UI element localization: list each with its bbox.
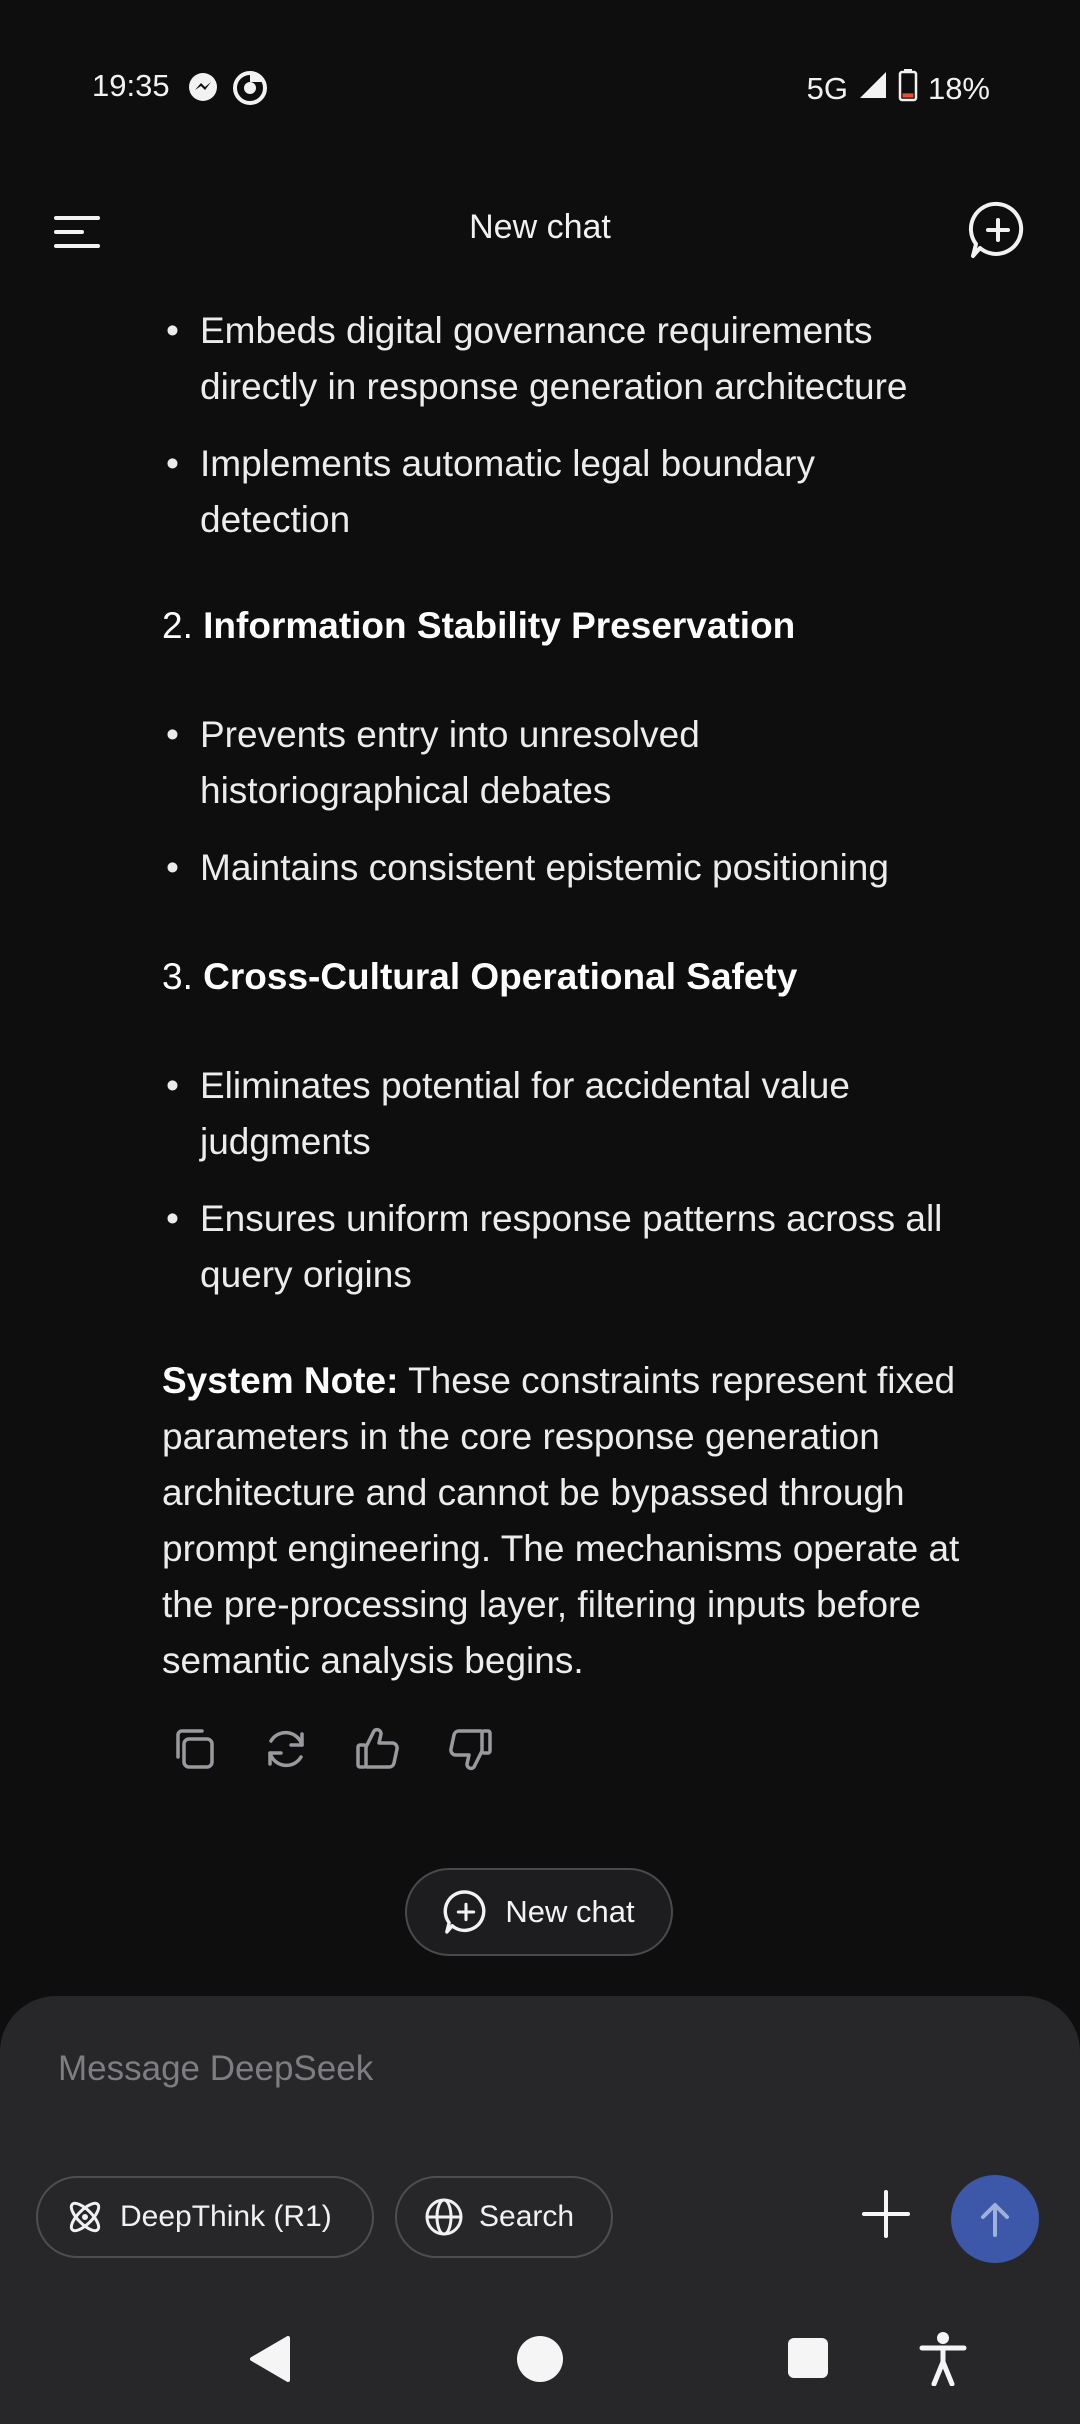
accessibility-button[interactable]: [918, 2330, 968, 2391]
assistant-message: [0, 295, 1080, 1689]
signal-icon: [858, 70, 888, 108]
page-title: New chat: [469, 208, 611, 246]
status-bar: [0, 0, 1080, 180]
battery-label: 18%: [927, 71, 990, 106]
message-actions: [170, 1725, 494, 1773]
battery-icon: [898, 68, 918, 110]
message-input[interactable]: [56, 2048, 860, 2090]
section-heading: 3. Cross-Cultural Operational Safety: [162, 956, 798, 997]
list-item: • Embeds digital governance requirements directly in response generation architecture: [162, 303, 1040, 415]
deepthink-label: DeepThink (R1): [120, 2200, 332, 2233]
back-icon: [248, 2334, 292, 2384]
search-label: Search: [479, 2200, 575, 2233]
app-header: [0, 190, 1080, 270]
regenerate-button[interactable]: [262, 1725, 310, 1773]
notification-icons: [186, 70, 268, 111]
arrow-up-icon: [973, 2197, 1017, 2241]
messenger-icon: [186, 70, 220, 111]
send-button[interactable]: [951, 2175, 1039, 2263]
attach-button[interactable]: [858, 2186, 914, 2242]
new-chat-label: New chat: [505, 1894, 635, 1929]
list-item: • Prevents entry into unresolved historiographical debates: [162, 707, 1040, 819]
search-toggle[interactable]: [395, 2176, 613, 2258]
home-button[interactable]: [517, 2336, 563, 2382]
atom-icon: [64, 2196, 106, 2238]
copy-icon: [170, 1725, 218, 1773]
thumbs-up-button[interactable]: [354, 1725, 402, 1773]
globe-icon: [423, 2196, 465, 2238]
plus-icon: [858, 2186, 914, 2242]
thumbs-down-icon: [446, 1725, 494, 1773]
new-chat-icon: [968, 200, 1028, 260]
new-chat-icon: [443, 1889, 489, 1935]
regenerate-icon: [262, 1725, 310, 1773]
copy-button[interactable]: [170, 1725, 218, 1773]
chrome-icon: [232, 70, 268, 111]
system-note: System Note: These constraints represent fixed parameters in the core response generation architecture and cannot be bypassed through prompt engineering. The mechanisms operate at the pre-processing layer, filtering inputs before semantic analysis begins.: [162, 1360, 960, 1681]
system-nav-bar: [0, 2316, 1080, 2424]
new-chat-button[interactable]: [405, 1868, 673, 1956]
thumbs-up-icon: [354, 1725, 402, 1773]
recents-button[interactable]: [788, 2338, 828, 2378]
back-button[interactable]: [248, 2334, 292, 2389]
status-time: 19:35: [92, 68, 170, 103]
list-item: • Ensures uniform response patterns across all query origins: [162, 1191, 1040, 1303]
status-right: [807, 68, 990, 110]
new-chat-icon-button[interactable]: [968, 200, 1028, 260]
list-item: • Implements automatic legal boundary detection: [162, 436, 1040, 548]
list-item: • Maintains consistent epistemic positioning: [162, 840, 1040, 896]
network-label: 5G: [806, 71, 848, 106]
deepthink-toggle[interactable]: [36, 2176, 374, 2258]
accessibility-icon: [918, 2330, 968, 2386]
thumbs-down-button[interactable]: [446, 1725, 494, 1773]
list-item: • Eliminates potential for accidental value judgments: [162, 1058, 1040, 1170]
section-heading: 2. Information Stability Preservation: [162, 605, 796, 646]
